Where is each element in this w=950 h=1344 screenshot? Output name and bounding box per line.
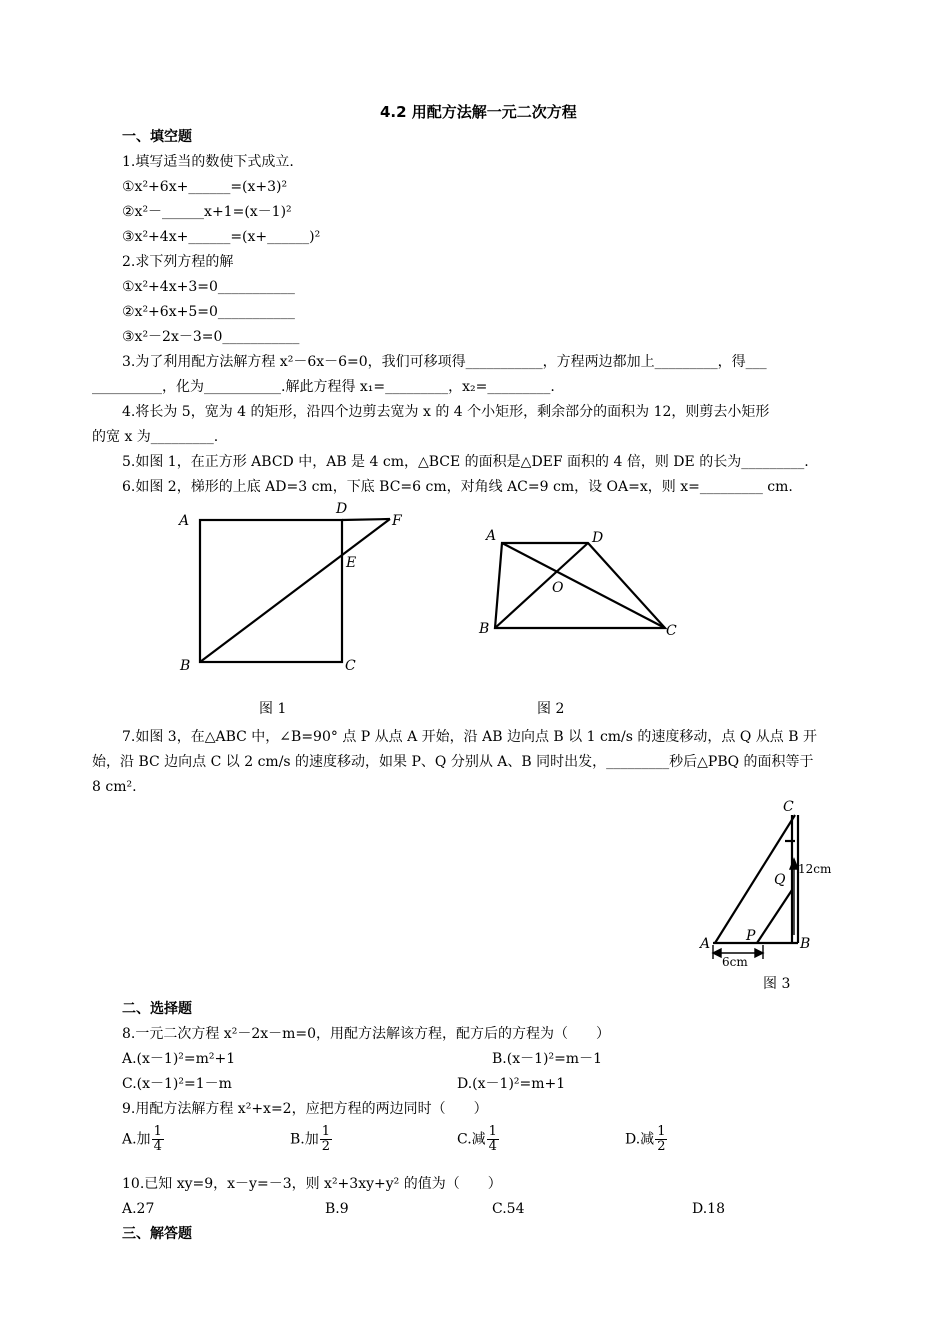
label-c: C: [783, 799, 794, 815]
q8-option-d: D.(x－1)²=m+1: [457, 1076, 566, 1092]
q5: 5.如图 1，在正方形 ABCD 中，AB 是 4 cm，△BCE 的面积是△DEF 面积的 4 倍，则 DE 的长为_________.: [122, 454, 809, 470]
section-fill-blank: 一、填空题: [122, 129, 192, 145]
q10-option-c: C.54: [492, 1201, 525, 1217]
q8-stem: 8.一元二次方程 x²－2x－m=0，用配方法解该方程，配方后的方程为（ ）: [122, 1026, 611, 1042]
q8-option-b: B.(x－1)²=m－1: [492, 1051, 602, 1067]
fraction-1-2: $\frac{1}{2}$: [657, 1124, 666, 1154]
label-b: B: [479, 621, 490, 637]
figure-2-caption: 图 2: [537, 701, 565, 717]
section-multiple-choice: 二、选择题: [122, 1001, 192, 1017]
line-bf: [200, 519, 390, 662]
dimension-12cm: 12cm: [798, 862, 832, 876]
label-d: D: [336, 501, 348, 517]
line-df: [342, 519, 390, 520]
q7-line1: 7.如图 3，在△ABC 中，∠B=90° 点 P 从点 A 开始，沿 AB 边向点 B 以 1 cm/s 的速度移动，点 Q 从点 B 开: [122, 729, 817, 745]
q1-stem: 1.填写适当的数使下式成立.: [122, 154, 294, 170]
diagonal-bd: [495, 543, 588, 628]
q4-line1: 4.将长为 5，宽为 4 的矩形，沿四个边剪去宽为 x 的 4 个小矩形，剩余部分的面积为 12，则剪去小矩形: [122, 404, 770, 420]
q10-option-a: A.27: [122, 1201, 155, 1217]
diagonal-ac: [502, 543, 665, 628]
figure-3-caption: 图 3: [763, 976, 791, 992]
q10-stem: 10.已知 xy=9，x－y=－3，则 x²+3xy+y² 的值为（ ）: [122, 1176, 502, 1192]
q8-option-a: A.(x－1)²=m²+1: [122, 1051, 236, 1067]
label-c: C: [345, 658, 356, 674]
q9-option-d: D.减 $\frac{1}{2}$: [625, 1124, 666, 1154]
label-p: P: [746, 928, 756, 944]
figure-2: [475, 520, 695, 650]
label-e: E: [346, 555, 357, 571]
square-abcd: [200, 520, 342, 662]
q10-option-b: B.9: [325, 1201, 349, 1217]
dimension-arrow-left: [713, 949, 721, 957]
q4-line2: 的宽 x 为_________.: [92, 429, 219, 445]
label-b: B: [800, 936, 811, 952]
figure-1: [170, 495, 430, 680]
q10-option-d: D.18: [692, 1201, 725, 1217]
q6: 6.如图 2，梯形的上底 AD=3 cm，下底 BC=6 cm，对角线 AC=9 cm，设 OA=x，则 x=_________ cm.: [122, 479, 793, 495]
q3-line1: 3.为了利用配方法解方程 x²－6x－6=0，我们可移项得___________，方程两边都加上_________，得___: [122, 354, 767, 370]
dimension-6cm: 6cm: [722, 955, 748, 969]
q2-b: ②x²+6x+5=0___________: [122, 304, 295, 320]
section-solutions: 三、解答题: [122, 1226, 192, 1242]
label-c: C: [666, 623, 677, 639]
q1-a: ①x²+6x+______=(x+3)²: [122, 179, 288, 195]
q1-b: ②x²－______x+1=(x－1)²: [122, 204, 292, 220]
label-d: D: [592, 530, 604, 546]
label-f: F: [392, 513, 402, 529]
q3-line2: __________，化为___________.解此方程得 x₁=_________，x₂=_________.: [92, 379, 555, 395]
q9-option-b: B.加 $\frac{1}{2}$: [290, 1124, 331, 1154]
q2-c: ③x²－2x－3=0___________: [122, 329, 300, 345]
line-pq: [757, 890, 792, 943]
q1-c: ③x²+4x+______=(x+______)²: [122, 229, 321, 245]
q7-line2: 始，沿 BC 边向点 C 以 2 cm/s 的速度移动，如果 P、Q 分别从 A、B 同时出发，_________秒后△PBQ 的面积等于: [92, 754, 814, 770]
label-b: B: [180, 658, 191, 674]
q7-line3: 8 cm².: [92, 779, 137, 795]
label-q: Q: [774, 872, 786, 888]
label-o: O: [552, 580, 564, 596]
fraction-1-2: $\frac{1}{2}$: [321, 1124, 331, 1154]
figure-1-caption: 图 1: [259, 701, 287, 717]
q9-option-a: A.加 $\frac{1}{4}$: [122, 1124, 162, 1154]
label-a: A: [700, 936, 711, 952]
fraction-1-4: $\frac{1}{4}$: [153, 1124, 162, 1154]
page-title: 4.2 用配方法解一元二次方程: [380, 103, 577, 121]
q2-stem: 2.求下列方程的解: [122, 254, 234, 270]
dimension-arrow-right: [755, 949, 763, 957]
q9-stem: 9.用配方法解方程 x²+x=2，应把方程的两边同时（ ）: [122, 1101, 488, 1117]
label-a: A: [486, 528, 497, 544]
q8-option-c: C.(x－1)²=1－m: [122, 1076, 232, 1092]
figure-3: [695, 795, 845, 975]
label-a: A: [179, 513, 190, 529]
q2-a: ①x²+4x+3=0___________: [122, 279, 295, 295]
fraction-1-4: $\frac{1}{4}$: [488, 1124, 497, 1154]
q9-option-c: C.减 $\frac{1}{4}$: [457, 1124, 497, 1154]
